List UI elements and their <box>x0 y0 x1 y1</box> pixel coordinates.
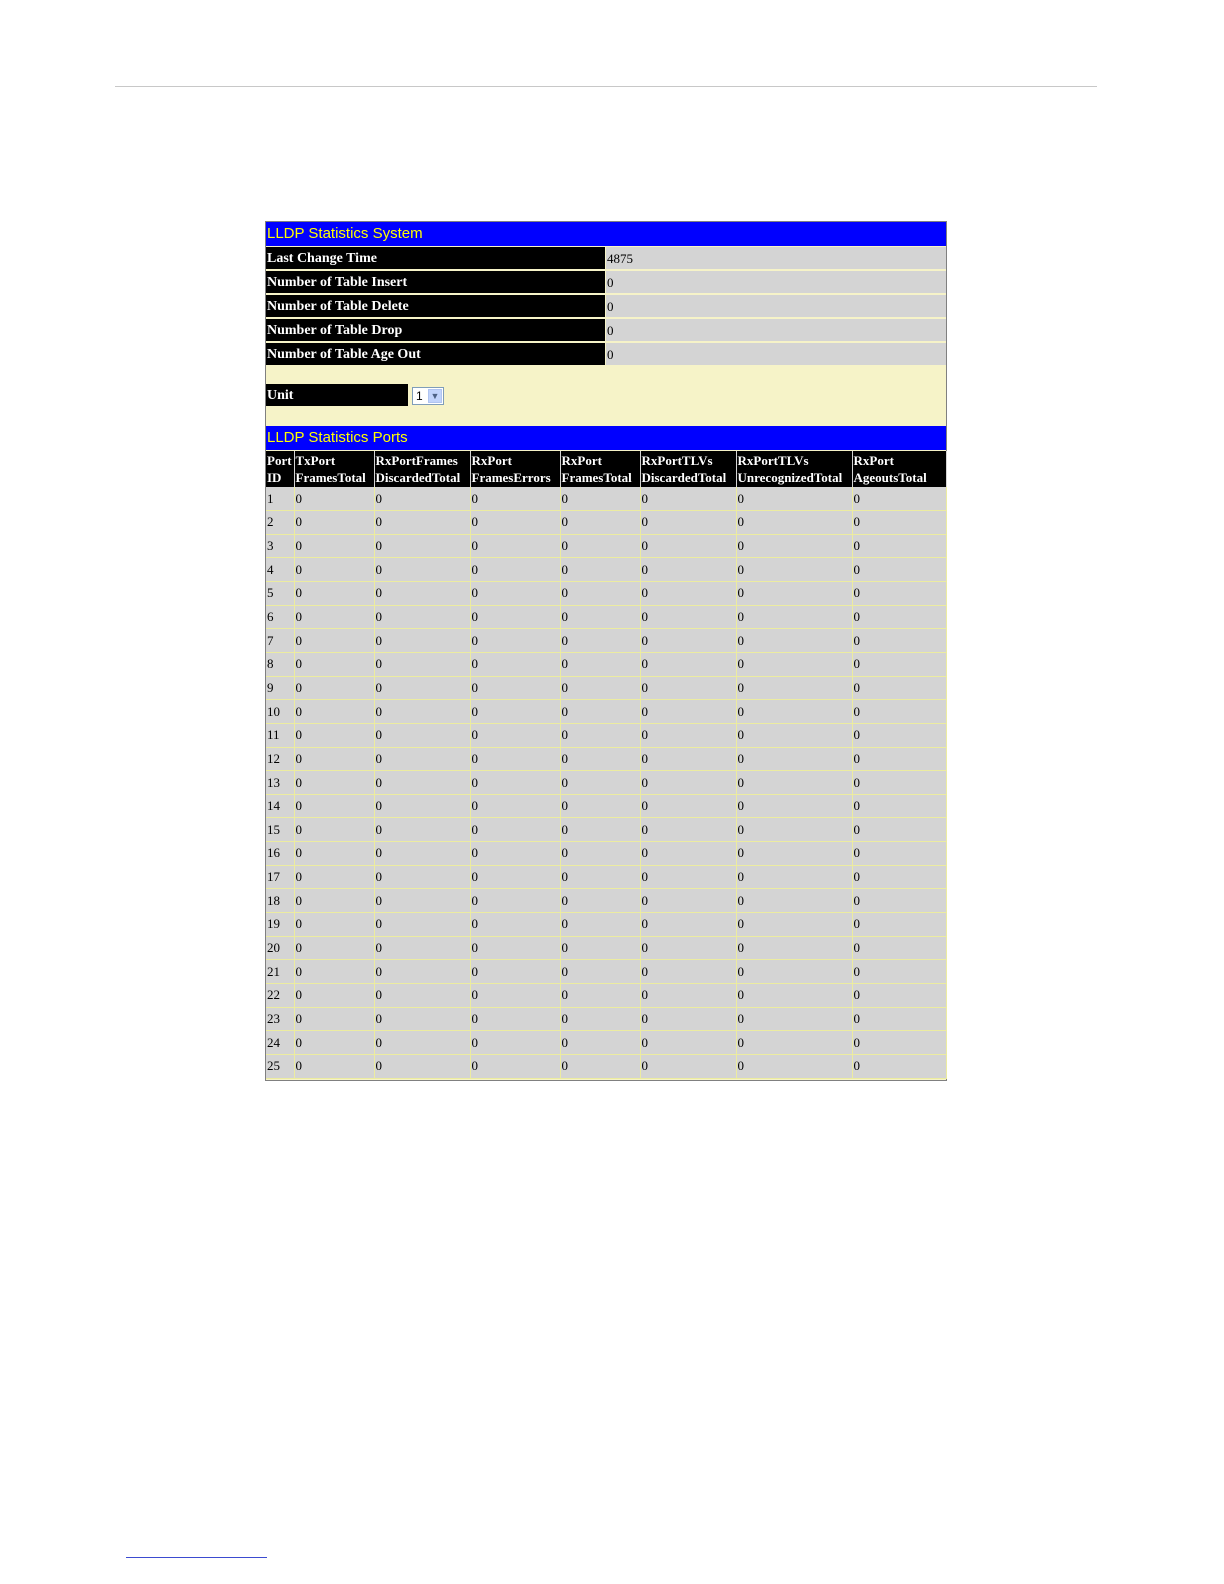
port-id-cell: 12 <box>266 747 294 771</box>
stat-cell: 0 <box>560 534 640 558</box>
port-id-cell: 22 <box>266 983 294 1007</box>
stat-cell: 0 <box>736 652 852 676</box>
ports-column-header <box>640 451 736 487</box>
system-row-table-drop <box>266 319 946 342</box>
stat-cell: 0 <box>852 723 946 747</box>
stat-cell: 0 <box>560 842 640 866</box>
stat-cell: 0 <box>374 960 470 984</box>
table-row <box>266 865 946 889</box>
column-header-line: ID <box>267 470 282 485</box>
table-row <box>266 1031 946 1055</box>
table-row <box>266 652 946 676</box>
stat-cell: 0 <box>374 865 470 889</box>
stat-cell: 0 <box>374 1007 470 1031</box>
stat-cell: 0 <box>560 889 640 913</box>
port-id-cell: 23 <box>266 1007 294 1031</box>
stat-cell: 0 <box>470 983 560 1007</box>
stat-cell: 0 <box>294 889 374 913</box>
stat-cell: 0 <box>640 983 736 1007</box>
system-row-value: 4875 <box>606 247 946 269</box>
stat-cell: 0 <box>560 629 640 653</box>
port-id-cell: 5 <box>266 582 294 606</box>
column-header-line: RxPortTLVs <box>737 453 809 468</box>
stat-cell: 0 <box>470 534 560 558</box>
stat-cell: 0 <box>640 652 736 676</box>
stat-cell: 0 <box>640 1054 736 1078</box>
stat-cell: 0 <box>294 511 374 535</box>
stat-cell: 0 <box>294 558 374 582</box>
stat-cell: 0 <box>852 487 946 511</box>
stat-cell: 0 <box>852 1031 946 1055</box>
stat-cell: 0 <box>294 652 374 676</box>
port-id-cell: 13 <box>266 771 294 795</box>
column-header-line: RxPort <box>561 453 602 468</box>
stat-cell: 0 <box>560 487 640 511</box>
stat-cell: 0 <box>374 629 470 653</box>
stat-cell: 0 <box>470 629 560 653</box>
stat-cell: 0 <box>294 1007 374 1031</box>
stat-cell: 0 <box>852 582 946 606</box>
stat-cell: 0 <box>294 960 374 984</box>
table-row <box>266 676 946 700</box>
port-id-cell: 7 <box>266 629 294 653</box>
system-row-label: Last Change Time <box>266 247 605 269</box>
system-row-label: Number of Table Age Out <box>266 343 605 365</box>
column-header-line: UnrecognizedTotal <box>737 470 843 485</box>
port-id-cell: 8 <box>266 652 294 676</box>
stat-cell: 0 <box>852 605 946 629</box>
stat-cell: 0 <box>374 983 470 1007</box>
stat-cell: 0 <box>640 723 736 747</box>
stat-cell: 0 <box>470 676 560 700</box>
unit-selector-band <box>266 368 946 424</box>
stat-cell: 0 <box>374 582 470 606</box>
port-id-cell: 25 <box>266 1054 294 1078</box>
stat-cell: 0 <box>852 936 946 960</box>
unit-select-value: 1 <box>416 389 423 403</box>
stat-cell: 0 <box>640 1007 736 1031</box>
table-row <box>266 983 946 1007</box>
stat-cell: 0 <box>294 700 374 724</box>
stat-cell: 0 <box>470 1054 560 1078</box>
lldp-statistics-panel <box>265 221 947 1081</box>
stat-cell: 0 <box>736 842 852 866</box>
stat-cell: 0 <box>736 983 852 1007</box>
unit-select[interactable] <box>412 387 444 405</box>
stat-cell: 0 <box>374 487 470 511</box>
table-row <box>266 794 946 818</box>
stat-cell: 0 <box>294 676 374 700</box>
table-row <box>266 534 946 558</box>
stat-cell: 0 <box>560 771 640 795</box>
stat-cell: 0 <box>294 913 374 937</box>
stat-cell: 0 <box>640 747 736 771</box>
stat-cell: 0 <box>640 558 736 582</box>
port-id-cell: 4 <box>266 558 294 582</box>
stat-cell: 0 <box>560 913 640 937</box>
stat-cell: 0 <box>560 794 640 818</box>
column-header-line: DiscardedTotal <box>641 470 727 485</box>
stat-cell: 0 <box>736 487 852 511</box>
stat-cell: 0 <box>560 747 640 771</box>
stat-cell: 0 <box>640 889 736 913</box>
stat-cell: 0 <box>736 1031 852 1055</box>
stat-cell: 0 <box>294 605 374 629</box>
stat-cell: 0 <box>736 818 852 842</box>
stat-cell: 0 <box>640 534 736 558</box>
stat-cell: 0 <box>560 511 640 535</box>
header-rule <box>115 86 1097 87</box>
system-row-table-delete <box>266 295 946 318</box>
stat-cell: 0 <box>470 700 560 724</box>
stat-cell: 0 <box>470 936 560 960</box>
column-header-line: FramesErrors <box>471 470 551 485</box>
stat-cell: 0 <box>736 913 852 937</box>
ports-statistics-table <box>266 451 947 1079</box>
stat-cell: 0 <box>736 700 852 724</box>
stat-cell: 0 <box>560 676 640 700</box>
table-row <box>266 1007 946 1031</box>
system-row-value: 0 <box>606 271 946 293</box>
stat-cell: 0 <box>560 960 640 984</box>
table-row <box>266 511 946 535</box>
column-header-line: DiscardedTotal <box>375 470 461 485</box>
port-id-cell: 24 <box>266 1031 294 1055</box>
stat-cell: 0 <box>852 983 946 1007</box>
column-header-line: FramesTotal <box>295 470 366 485</box>
stat-cell: 0 <box>852 794 946 818</box>
stat-cell: 0 <box>560 652 640 676</box>
column-header-line: RxPort <box>853 453 894 468</box>
stat-cell: 0 <box>470 818 560 842</box>
stat-cell: 0 <box>640 960 736 984</box>
stat-cell: 0 <box>470 913 560 937</box>
stat-cell: 0 <box>470 865 560 889</box>
stat-cell: 0 <box>736 629 852 653</box>
stat-cell: 0 <box>560 936 640 960</box>
stat-cell: 0 <box>640 700 736 724</box>
ports-column-header <box>294 451 374 487</box>
stat-cell: 0 <box>852 700 946 724</box>
table-row <box>266 913 946 937</box>
stat-cell: 0 <box>560 723 640 747</box>
stat-cell: 0 <box>736 605 852 629</box>
stat-cell: 0 <box>852 913 946 937</box>
stat-cell: 0 <box>470 582 560 606</box>
stat-cell: 0 <box>640 818 736 842</box>
stat-cell: 0 <box>470 960 560 984</box>
column-header-line: RxPort <box>471 453 512 468</box>
stat-cell: 0 <box>736 865 852 889</box>
port-id-cell: 14 <box>266 794 294 818</box>
stat-cell: 0 <box>640 582 736 606</box>
stat-cell: 0 <box>470 747 560 771</box>
stat-cell: 0 <box>560 1031 640 1055</box>
port-id-cell: 17 <box>266 865 294 889</box>
stat-cell: 0 <box>374 676 470 700</box>
table-row <box>266 605 946 629</box>
port-id-cell: 10 <box>266 700 294 724</box>
stat-cell: 0 <box>294 865 374 889</box>
system-row-label: Number of Table Drop <box>266 319 605 341</box>
stat-cell: 0 <box>294 794 374 818</box>
stat-cell: 0 <box>736 582 852 606</box>
port-id-cell: 16 <box>266 842 294 866</box>
stat-cell: 0 <box>852 889 946 913</box>
stat-cell: 0 <box>294 487 374 511</box>
column-header-line: RxPortTLVs <box>641 453 713 468</box>
stat-cell: 0 <box>470 889 560 913</box>
ports-column-header <box>560 451 640 487</box>
stat-cell: 0 <box>640 511 736 535</box>
stat-cell: 0 <box>852 676 946 700</box>
stat-cell: 0 <box>560 700 640 724</box>
unit-label: Unit <box>266 384 408 406</box>
stat-cell: 0 <box>374 936 470 960</box>
stat-cell: 0 <box>640 1031 736 1055</box>
stat-cell: 0 <box>374 1054 470 1078</box>
stat-cell: 0 <box>294 629 374 653</box>
ports-column-header <box>736 451 852 487</box>
system-row-last-change-time <box>266 247 946 270</box>
table-row <box>266 747 946 771</box>
port-id-cell: 3 <box>266 534 294 558</box>
stat-cell: 0 <box>374 771 470 795</box>
system-row-value: 0 <box>606 343 946 365</box>
column-header-line: FramesTotal <box>561 470 632 485</box>
system-row-value: 0 <box>606 319 946 341</box>
stat-cell: 0 <box>560 558 640 582</box>
port-id-cell: 2 <box>266 511 294 535</box>
stat-cell: 0 <box>640 676 736 700</box>
stat-cell: 0 <box>640 605 736 629</box>
stat-cell: 0 <box>294 818 374 842</box>
stat-cell: 0 <box>560 582 640 606</box>
stat-cell: 0 <box>374 605 470 629</box>
port-id-cell: 20 <box>266 936 294 960</box>
table-row <box>266 1054 946 1078</box>
stat-cell: 0 <box>470 723 560 747</box>
stat-cell: 0 <box>736 723 852 747</box>
footer-link-rule <box>126 1557 267 1558</box>
stat-cell: 0 <box>294 1054 374 1078</box>
stat-cell: 0 <box>374 1031 470 1055</box>
table-row <box>266 771 946 795</box>
port-id-cell: 9 <box>266 676 294 700</box>
stat-cell: 0 <box>640 487 736 511</box>
stat-cell: 0 <box>470 1031 560 1055</box>
table-row <box>266 818 946 842</box>
stat-cell: 0 <box>470 558 560 582</box>
stat-cell: 0 <box>640 794 736 818</box>
stat-cell: 0 <box>374 652 470 676</box>
stat-cell: 0 <box>560 1007 640 1031</box>
table-row <box>266 629 946 653</box>
stat-cell: 0 <box>852 511 946 535</box>
table-row <box>266 889 946 913</box>
stat-cell: 0 <box>852 771 946 795</box>
stat-cell: 0 <box>294 1031 374 1055</box>
stat-cell: 0 <box>374 511 470 535</box>
stat-cell: 0 <box>736 936 852 960</box>
stat-cell: 0 <box>852 865 946 889</box>
stat-cell: 0 <box>852 629 946 653</box>
port-id-cell: 21 <box>266 960 294 984</box>
stat-cell: 0 <box>560 605 640 629</box>
stat-cell: 0 <box>560 818 640 842</box>
stat-cell: 0 <box>852 747 946 771</box>
port-id-cell: 19 <box>266 913 294 937</box>
system-row-value: 0 <box>606 295 946 317</box>
ports-column-header <box>266 451 294 487</box>
stat-cell: 0 <box>470 1007 560 1031</box>
stat-cell: 0 <box>736 794 852 818</box>
stat-cell: 0 <box>640 629 736 653</box>
table-row <box>266 582 946 606</box>
stat-cell: 0 <box>294 582 374 606</box>
stat-cell: 0 <box>736 747 852 771</box>
stat-cell: 0 <box>294 842 374 866</box>
stat-cell: 0 <box>374 558 470 582</box>
stat-cell: 0 <box>640 842 736 866</box>
stat-cell: 0 <box>374 913 470 937</box>
port-id-cell: 18 <box>266 889 294 913</box>
chevron-down-icon[interactable]: ▼ <box>428 389 442 403</box>
stat-cell: 0 <box>736 889 852 913</box>
stat-cell: 0 <box>374 747 470 771</box>
column-header-line: RxPortFrames <box>375 453 458 468</box>
stat-cell: 0 <box>852 818 946 842</box>
table-row <box>266 723 946 747</box>
stat-cell: 0 <box>294 747 374 771</box>
stat-cell: 0 <box>640 936 736 960</box>
column-header-line: Port <box>267 453 292 468</box>
system-section-title: LLDP Statistics System <box>266 222 946 246</box>
stat-cell: 0 <box>374 794 470 818</box>
stat-cell: 0 <box>374 818 470 842</box>
system-row-table-insert <box>266 271 946 294</box>
stat-cell: 0 <box>294 534 374 558</box>
stat-cell: 0 <box>736 960 852 984</box>
table-row <box>266 936 946 960</box>
port-id-cell: 1 <box>266 487 294 511</box>
stat-cell: 0 <box>470 511 560 535</box>
stat-cell: 0 <box>640 913 736 937</box>
stat-cell: 0 <box>294 771 374 795</box>
table-row <box>266 960 946 984</box>
port-id-cell: 11 <box>266 723 294 747</box>
stat-cell: 0 <box>470 487 560 511</box>
stat-cell: 0 <box>560 865 640 889</box>
ports-column-header <box>470 451 560 487</box>
stat-cell: 0 <box>560 1054 640 1078</box>
stat-cell: 0 <box>470 605 560 629</box>
stat-cell: 0 <box>736 1007 852 1031</box>
table-row <box>266 558 946 582</box>
stat-cell: 0 <box>294 936 374 960</box>
table-row <box>266 700 946 724</box>
stat-cell: 0 <box>294 983 374 1007</box>
stat-cell: 0 <box>374 534 470 558</box>
stat-cell: 0 <box>852 1007 946 1031</box>
system-row-label: Number of Table Insert <box>266 271 605 293</box>
stat-cell: 0 <box>736 511 852 535</box>
stat-cell: 0 <box>560 983 640 1007</box>
ports-column-header <box>374 451 470 487</box>
ports-section-title: LLDP Statistics Ports <box>266 426 946 450</box>
stat-cell: 0 <box>736 558 852 582</box>
port-id-cell: 6 <box>266 605 294 629</box>
stat-cell: 0 <box>852 652 946 676</box>
port-id-cell: 15 <box>266 818 294 842</box>
system-row-table-age-out <box>266 343 946 366</box>
stat-cell: 0 <box>640 771 736 795</box>
stat-cell: 0 <box>736 771 852 795</box>
stat-cell: 0 <box>736 534 852 558</box>
stat-cell: 0 <box>736 1054 852 1078</box>
ports-column-header <box>852 451 946 487</box>
stat-cell: 0 <box>374 700 470 724</box>
stat-cell: 0 <box>294 723 374 747</box>
system-row-label: Number of Table Delete <box>266 295 605 317</box>
stat-cell: 0 <box>470 794 560 818</box>
stat-cell: 0 <box>852 960 946 984</box>
stat-cell: 0 <box>852 1054 946 1078</box>
stat-cell: 0 <box>852 558 946 582</box>
stat-cell: 0 <box>736 676 852 700</box>
stat-cell: 0 <box>374 723 470 747</box>
stat-cell: 0 <box>374 889 470 913</box>
table-row <box>266 487 946 511</box>
stat-cell: 0 <box>640 865 736 889</box>
column-header-line: AgeoutsTotal <box>853 470 927 485</box>
stat-cell: 0 <box>470 771 560 795</box>
stat-cell: 0 <box>374 842 470 866</box>
column-header-line: TxPort <box>295 453 336 468</box>
stat-cell: 0 <box>470 652 560 676</box>
stat-cell: 0 <box>852 534 946 558</box>
table-row <box>266 842 946 866</box>
stat-cell: 0 <box>852 842 946 866</box>
stat-cell: 0 <box>470 842 560 866</box>
ports-header-row <box>266 451 946 487</box>
